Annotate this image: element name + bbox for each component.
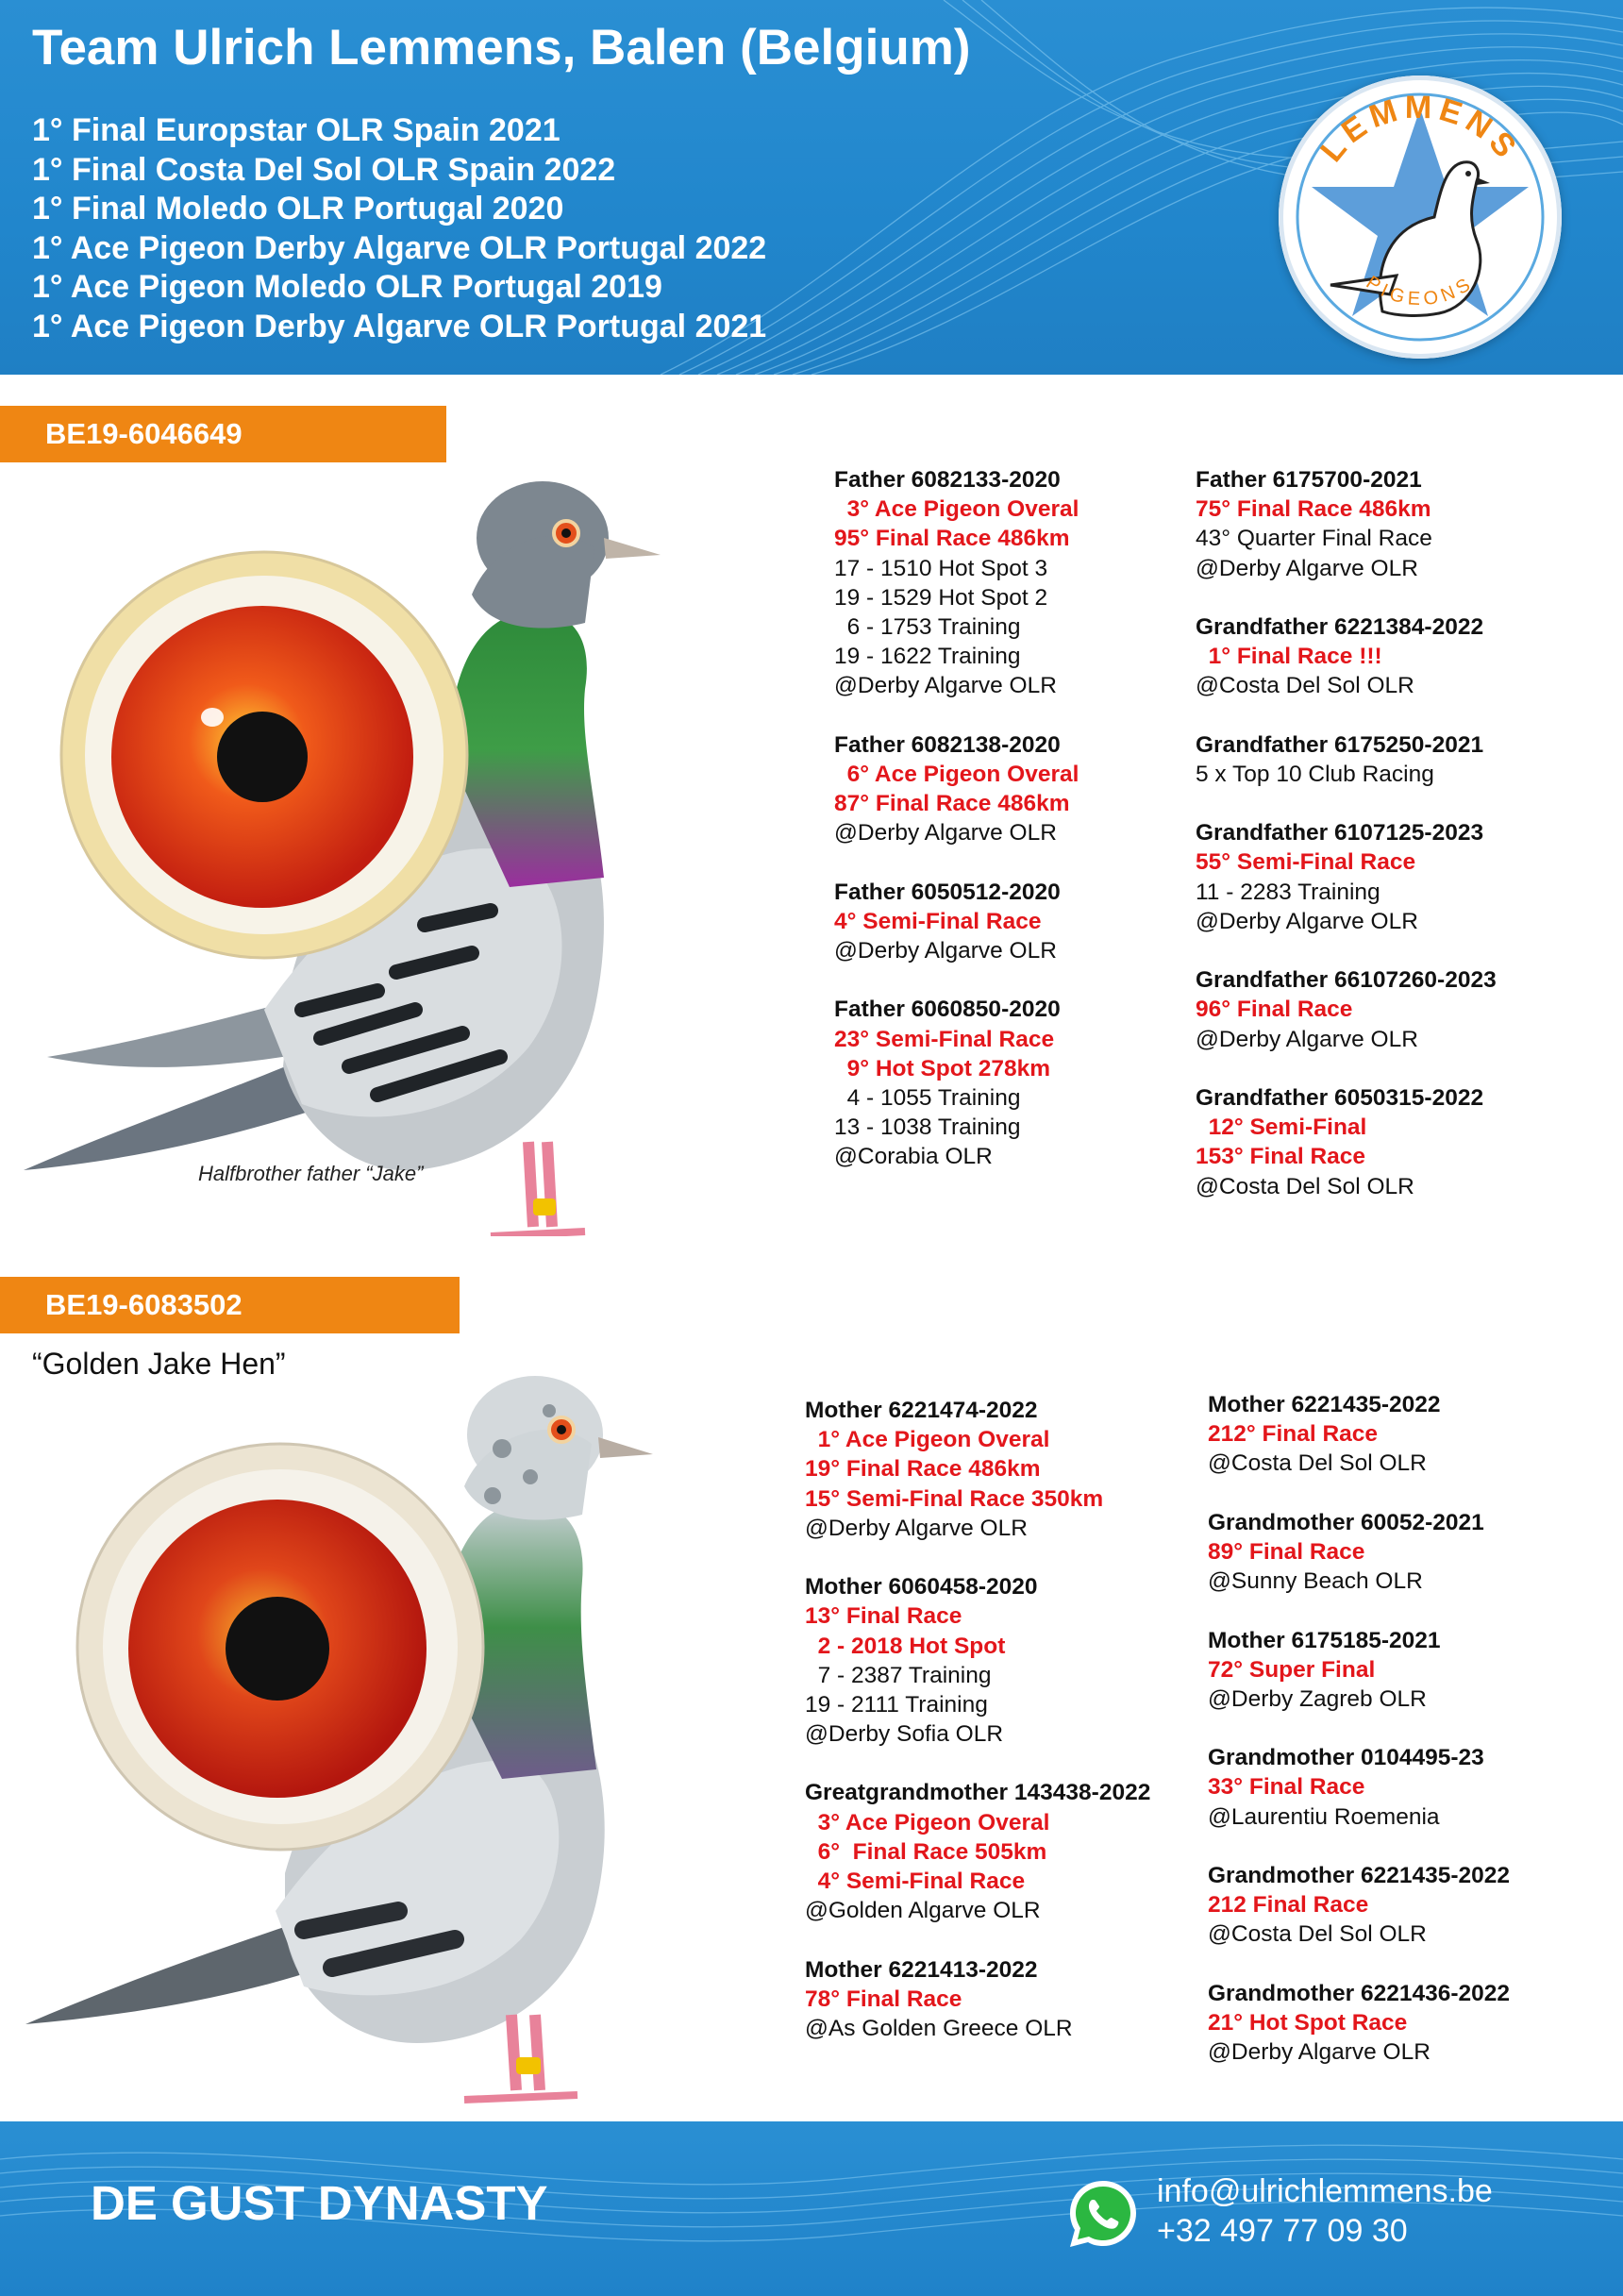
ancestor-title: Father 6050512-2020	[834, 879, 1061, 905]
ancestor-title: Greatgrandmother 143438-2022	[805, 1780, 1151, 1806]
result-detail: @Derby Algarve OLR	[1196, 908, 1418, 934]
ancestor-title: Grandmother 6221436-2022	[1208, 1980, 1511, 2006]
ancestor-title: Grandfather 6050315-2022	[1196, 1084, 1484, 1111]
ancestor-title: Mother 6060458-2020	[805, 1574, 1038, 1600]
result-detail: @Derby Algarve OLR	[834, 673, 1057, 699]
pedigree-entry	[1208, 1508, 1510, 1597]
result-detail: @Derby Algarve OLR	[834, 938, 1057, 964]
pedigree-entry	[834, 995, 1079, 1171]
whatsapp-icon[interactable]	[1064, 2175, 1142, 2253]
pedigree-entry	[1196, 465, 1497, 583]
result-detail: @Costa Del Sol OLR	[1208, 1921, 1427, 1948]
ancestor-title: Grandfather 6175250-2021	[1196, 731, 1484, 758]
pigeon-1-photo	[19, 481, 745, 1236]
page-title: Team Ulrich Lemmens, Balen (Belgium)	[32, 20, 971, 75]
result-detail: @Laurentiu Roemenia	[1208, 1803, 1440, 1830]
achievement-item: 1° Final Moledo OLR Portugal 2020	[32, 191, 564, 226]
race-result: 3° Ace Pigeon Overal	[834, 496, 1079, 523]
pedigree-entry	[1196, 1083, 1497, 1201]
achievement-item: 1° Ace Pigeon Derby Algarve OLR Portugal 2022	[32, 229, 767, 266]
result-detail: @Derby Algarve OLR	[805, 1515, 1028, 1541]
race-result: 55° Semi-Final Race	[1196, 849, 1416, 876]
ring-number-tag: BE19-6083502	[0, 1277, 460, 1333]
race-result: 6° Final Race 505km	[805, 1838, 1047, 1865]
pedigree-column-2	[1208, 1390, 1510, 2067]
pedigree-entry	[1196, 965, 1497, 1054]
result-detail: 7 - 2387 Training	[805, 1662, 992, 1688]
race-result: 212 Final Race	[1208, 1892, 1369, 1919]
pedigree-column-2	[1196, 465, 1497, 1201]
pedigree-entry	[805, 1572, 1150, 1749]
result-detail: @Derby Algarve OLR	[834, 820, 1057, 846]
ring-number-tag: BE19-6046649	[0, 406, 446, 462]
result-detail: @Corabia OLR	[834, 1144, 993, 1170]
race-result: 19° Final Race 486km	[805, 1456, 1041, 1483]
achievements-list	[32, 111, 766, 346]
ancestor-title: Mother 6221474-2022	[805, 1398, 1038, 1423]
result-detail: 19 - 2111 Training	[805, 1691, 988, 1718]
pedigree-entry	[1208, 1861, 1510, 1950]
race-result: 4° Semi-Final Race	[805, 1869, 1026, 1894]
result-detail: @Derby Algarve OLR	[1196, 1026, 1418, 1052]
result-detail: @Sunny Beach OLR	[1208, 1568, 1423, 1595]
ancestor-title: Grandfather 6221384-2022	[1196, 613, 1484, 640]
ancestor-title: Mother 6221413-2022	[805, 1956, 1038, 1983]
pedigree-entry	[805, 1955, 1150, 2044]
result-detail: @Costa Del Sol OLR	[1196, 673, 1414, 699]
pigeon-2-photo	[21, 1364, 747, 2109]
ancestor-title: Father 6082133-2020	[834, 467, 1061, 493]
pedigree-entry	[834, 730, 1079, 848]
race-result: 12° Semi-Final	[1196, 1114, 1367, 1141]
achievement-item: 1° Final Europstar OLR Spain 2021	[32, 112, 561, 148]
lemmens-pigeons-logo	[1279, 75, 1562, 359]
race-result: 2 - 2018 Hot Spot	[805, 1633, 1006, 1659]
result-detail: @Derby Algarve OLR	[1196, 555, 1418, 581]
race-result: 1° Final Race !!!	[1196, 644, 1382, 670]
result-detail: 6 - 1753 Training	[834, 613, 1021, 640]
pedigree-entry	[1196, 730, 1497, 789]
result-detail: @Costa Del Sol OLR	[1208, 1450, 1427, 1477]
race-result: 153° Final Race	[1196, 1144, 1366, 1170]
result-detail: @Derby Algarve OLR	[1208, 2039, 1431, 2066]
result-detail: @Golden Algarve OLR	[805, 1898, 1041, 1924]
logo-text-top: LEMMENS	[1313, 89, 1527, 169]
pedigree-entry	[1208, 1979, 1510, 2068]
ancestor-title: Grandmother 60052-2021	[1208, 1509, 1484, 1535]
pedigree-column-1	[834, 465, 1079, 1172]
race-result: 78° Final Race	[805, 1986, 962, 2012]
ancestor-title: Mother 6221435-2022	[1208, 1392, 1441, 1417]
pedigree-entry	[805, 1778, 1150, 1925]
race-result: 75° Final Race 486km	[1196, 496, 1431, 523]
result-detail: 19 - 1529 Hot Spot 2	[834, 584, 1048, 611]
result-detail: 19 - 1622 Training	[834, 644, 1021, 670]
race-result: 212° Final Race	[1208, 1421, 1379, 1448]
ancestor-title: Grandfather 66107260-2023	[1196, 967, 1497, 994]
phone-number[interactable]: +32 497 77 09 30	[1157, 2213, 1408, 2249]
result-detail: @Costa Del Sol OLR	[1196, 1173, 1414, 1199]
pedigree-entry	[1208, 1390, 1510, 1479]
race-result: 23° Semi-Final Race	[834, 1026, 1055, 1052]
email-link[interactable]: info@ulrichlemmens.be	[1157, 2173, 1493, 2209]
ancestor-title: Father 6175700-2021	[1196, 467, 1422, 493]
ancestor-title: Father 6060850-2020	[834, 997, 1061, 1023]
pedigree-entry	[834, 465, 1079, 701]
pedigree-entry	[1196, 818, 1497, 936]
achievement-item: 1° Ace Pigeon Derby Algarve OLR Portugal 2021	[32, 308, 767, 344]
result-detail: 17 - 1510 Hot Spot 3	[834, 555, 1048, 581]
result-detail: 11 - 2283 Training	[1196, 879, 1380, 905]
result-detail: 43° Quarter Final Race	[1196, 526, 1432, 552]
race-result: 3° Ace Pigeon Overal	[805, 1809, 1050, 1835]
race-result: 95° Final Race 486km	[834, 526, 1070, 552]
result-detail: @Derby Zagreb OLR	[1208, 1685, 1427, 1712]
dynasty-name: DE GUST DYNASTY	[91, 2176, 548, 2230]
race-result: 15° Semi-Final Race 350km	[805, 1485, 1104, 1512]
race-result: 6° Ace Pigeon Overal	[834, 761, 1079, 787]
race-result: 72° Super Final	[1208, 1656, 1376, 1683]
logo-text-bottom: PIGEONS	[1362, 272, 1479, 310]
pedigree-entry	[834, 878, 1079, 966]
pedigree-entry	[1208, 1626, 1510, 1715]
result-detail: @As Golden Greece OLR	[805, 2015, 1073, 2041]
ancestor-title: Father 6082138-2020	[834, 731, 1061, 758]
ancestor-title: Grandmother 6221435-2022	[1208, 1863, 1511, 1888]
photo-caption: Halfbrother father “Jake”	[198, 1162, 424, 1185]
result-detail: 4 - 1055 Training	[834, 1084, 1021, 1111]
result-detail: @Derby Sofia OLR	[805, 1721, 1004, 1748]
race-result: 9° Hot Spot 278km	[834, 1055, 1050, 1081]
achievement-item: 1° Final Costa Del Sol OLR Spain 2022	[32, 151, 616, 188]
pedigree-column-1	[805, 1396, 1150, 2043]
race-result: 1° Ace Pigeon Overal	[805, 1427, 1050, 1453]
race-result: 89° Final Race	[1208, 1538, 1365, 1565]
race-result: 21° Hot Spot Race	[1208, 2009, 1408, 2036]
pigeon-nickname: “Golden Jake Hen”	[32, 1347, 286, 1381]
race-result: 13° Final Race	[805, 1603, 962, 1630]
result-detail: 5 x Top 10 Club Racing	[1196, 761, 1434, 787]
race-result: 96° Final Race	[1196, 997, 1353, 1023]
race-result: 33° Final Race	[1208, 1774, 1365, 1801]
pedigree-entry	[1196, 612, 1497, 701]
pedigree-entry	[1208, 1743, 1510, 1832]
result-detail: 13 - 1038 Training	[834, 1114, 1021, 1141]
ancestor-title: Mother 6175185-2021	[1208, 1627, 1441, 1653]
achievement-item: 1° Ace Pigeon Moledo OLR Portugal 2019	[32, 269, 662, 305]
ancestor-title: Grandmother 0104495-23	[1208, 1745, 1484, 1771]
header-banner	[0, 0, 1623, 375]
race-result: 4° Semi-Final Race	[834, 908, 1042, 934]
ancestor-title: Grandfather 6107125-2023	[1196, 820, 1484, 846]
race-result: 87° Final Race 486km	[834, 791, 1070, 817]
pedigree-entry	[805, 1396, 1150, 1543]
